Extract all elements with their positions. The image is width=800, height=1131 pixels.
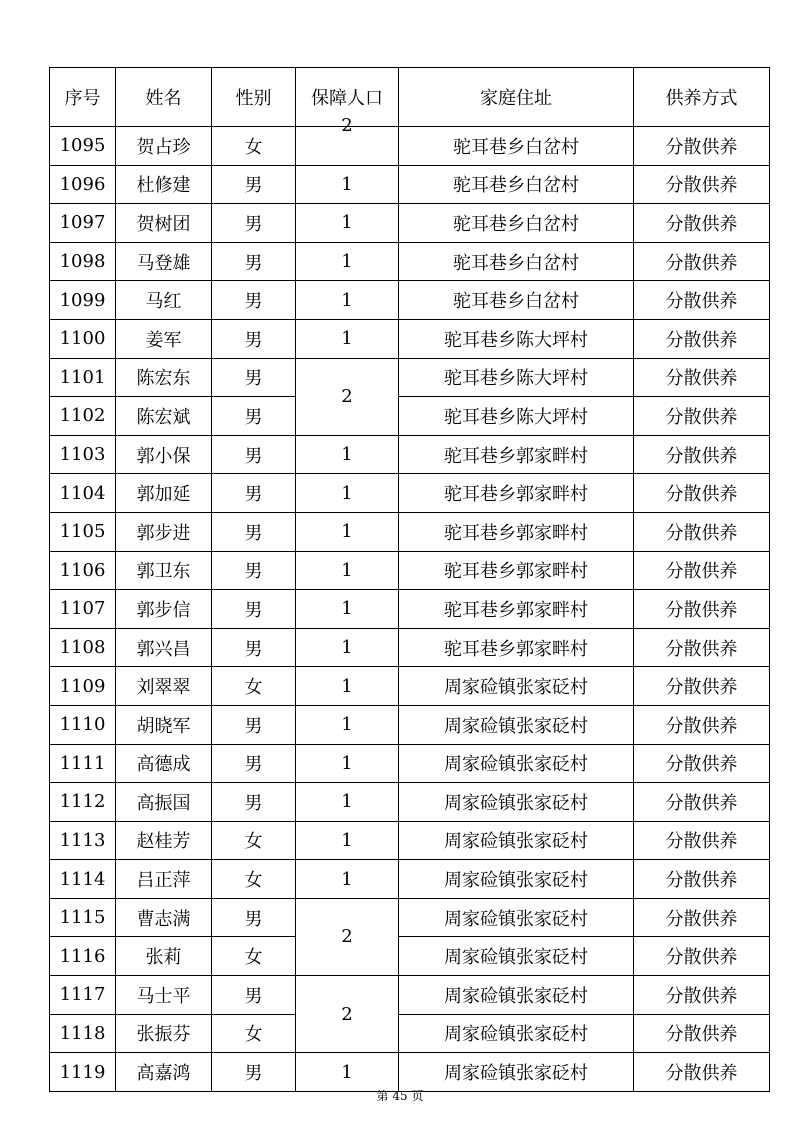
cell-support: 分散供养 bbox=[634, 667, 770, 706]
cell-name: 姜军 bbox=[116, 319, 212, 358]
cell-no: 1113 bbox=[50, 821, 116, 860]
table-row bbox=[50, 590, 770, 629]
cell-support: 分散供养 bbox=[634, 165, 770, 204]
cell-count: 1 bbox=[296, 667, 399, 706]
cell-address: 驼耳巷乡白岔村 bbox=[399, 242, 634, 281]
table-row bbox=[50, 937, 770, 976]
cell-support: 分散供养 bbox=[634, 783, 770, 822]
cell-no: 1109 bbox=[50, 667, 116, 706]
cell-address: 驼耳巷乡郭家畔村 bbox=[399, 590, 634, 629]
cell-count: 1 bbox=[296, 204, 399, 243]
cell-support: 分散供养 bbox=[634, 242, 770, 281]
cell-name: 杜修建 bbox=[116, 165, 212, 204]
cell-gender: 男 bbox=[212, 1053, 296, 1092]
cell-count: 1 bbox=[296, 821, 399, 860]
cell-support: 分散供养 bbox=[634, 937, 770, 976]
table-row bbox=[50, 319, 770, 358]
cell-name: 高德成 bbox=[116, 744, 212, 783]
cell-count-merged: 2 bbox=[296, 976, 399, 1053]
cell-count: 1 bbox=[296, 590, 399, 629]
cell-gender: 男 bbox=[212, 783, 296, 822]
cell-gender: 男 bbox=[212, 628, 296, 667]
cell-name: 张莉 bbox=[116, 937, 212, 976]
cell-name: 马登雄 bbox=[116, 242, 212, 281]
table-row bbox=[50, 976, 770, 1015]
cell-no: 1119 bbox=[50, 1053, 116, 1092]
cell-support: 分散供养 bbox=[634, 628, 770, 667]
header-no: 序号 bbox=[50, 68, 116, 127]
cell-count: 1 bbox=[296, 783, 399, 822]
header-address: 家庭住址 bbox=[399, 68, 634, 127]
cell-count: 1 bbox=[296, 860, 399, 899]
cell-support: 分散供养 bbox=[634, 590, 770, 629]
cell-no: 1108 bbox=[50, 628, 116, 667]
header-count: 保障人口 bbox=[296, 68, 399, 127]
cell-address: 周家硷镇张家砭村 bbox=[399, 821, 634, 860]
cell-count: 1 bbox=[296, 435, 399, 474]
cell-support: 分散供养 bbox=[634, 860, 770, 899]
cell-name: 陈宏东 bbox=[116, 358, 212, 397]
cell-gender: 男 bbox=[212, 397, 296, 436]
cell-gender: 男 bbox=[212, 165, 296, 204]
cell-no: 1111 bbox=[50, 744, 116, 783]
table-row bbox=[50, 705, 770, 744]
cell-address: 周家硷镇张家砭村 bbox=[399, 667, 634, 706]
cell-gender: 男 bbox=[212, 358, 296, 397]
cell-count: 1 bbox=[296, 705, 399, 744]
cell-support: 分散供养 bbox=[634, 821, 770, 860]
table-row bbox=[50, 628, 770, 667]
cell-no: 1106 bbox=[50, 551, 116, 590]
cell-address: 驼耳巷乡郭家畔村 bbox=[399, 435, 634, 474]
cell-address: 驼耳巷乡陈大坪村 bbox=[399, 319, 634, 358]
cell-no: 1105 bbox=[50, 512, 116, 551]
cell-address: 驼耳巷乡白岔村 bbox=[399, 165, 634, 204]
table-row bbox=[50, 474, 770, 513]
cell-no: 1095 bbox=[50, 127, 116, 166]
table-row bbox=[50, 898, 770, 937]
cell-count: 1 bbox=[296, 512, 399, 551]
cell-support: 分散供养 bbox=[634, 512, 770, 551]
cell-no: 1100 bbox=[50, 319, 116, 358]
cell-count: 1 bbox=[296, 1053, 399, 1092]
cell-count: 1 bbox=[296, 474, 399, 513]
cell-address: 驼耳巷乡郭家畔村 bbox=[399, 628, 634, 667]
cell-address: 周家硷镇张家砭村 bbox=[399, 1053, 634, 1092]
cell-support: 分散供养 bbox=[634, 1014, 770, 1053]
cell-address: 周家硷镇张家砭村 bbox=[399, 783, 634, 822]
cell-support: 分散供养 bbox=[634, 358, 770, 397]
table-row bbox=[50, 744, 770, 783]
cell-name: 郭小保 bbox=[116, 435, 212, 474]
cell-support: 分散供养 bbox=[634, 744, 770, 783]
cell-name: 吕正萍 bbox=[116, 860, 212, 899]
cell-name: 曹志满 bbox=[116, 898, 212, 937]
cell-name: 高振国 bbox=[116, 783, 212, 822]
cell-no: 1103 bbox=[50, 435, 116, 474]
cell-count: 1 bbox=[296, 165, 399, 204]
cell-name: 贺占珍 bbox=[116, 127, 212, 166]
cell-support: 分散供养 bbox=[634, 204, 770, 243]
table-row bbox=[50, 204, 770, 243]
cell-gender: 男 bbox=[212, 976, 296, 1015]
cell-address: 驼耳巷乡郭家畔村 bbox=[399, 474, 634, 513]
table-row bbox=[50, 667, 770, 706]
cell-no: 1118 bbox=[50, 1014, 116, 1053]
cell-count: 1 bbox=[296, 242, 399, 281]
table-row bbox=[50, 281, 770, 320]
cell-gender: 男 bbox=[212, 435, 296, 474]
cell-count bbox=[296, 115, 399, 166]
cell-name: 张振芬 bbox=[116, 1014, 212, 1053]
cell-address: 周家硷镇张家砭村 bbox=[399, 744, 634, 783]
cell-no: 1102 bbox=[50, 397, 116, 436]
cell-no: 1114 bbox=[50, 860, 116, 899]
table-row bbox=[50, 860, 770, 899]
cell-gender: 男 bbox=[212, 281, 296, 320]
cell-count: 1 bbox=[296, 281, 399, 320]
cell-gender: 男 bbox=[212, 204, 296, 243]
cell-address: 周家硷镇张家砭村 bbox=[399, 705, 634, 744]
cell-address: 驼耳巷乡陈大坪村 bbox=[399, 358, 634, 397]
cell-address: 周家硷镇张家砭村 bbox=[399, 1014, 634, 1053]
header-support: 供养方式 bbox=[634, 68, 770, 127]
cell-count: 1 bbox=[296, 319, 399, 358]
household-table bbox=[49, 67, 770, 1092]
cell-gender: 女 bbox=[212, 821, 296, 860]
cell-gender: 男 bbox=[212, 512, 296, 551]
cell-support: 分散供养 bbox=[634, 435, 770, 474]
cell-no: 1101 bbox=[50, 358, 116, 397]
table-row bbox=[50, 435, 770, 474]
cell-address: 驼耳巷乡郭家畔村 bbox=[399, 512, 634, 551]
table-row bbox=[50, 1014, 770, 1053]
header-gender: 性别 bbox=[212, 68, 296, 127]
cell-no: 1104 bbox=[50, 474, 116, 513]
table-row bbox=[50, 821, 770, 860]
cell-address: 周家硷镇张家砭村 bbox=[399, 976, 634, 1015]
cell-support: 分散供养 bbox=[634, 976, 770, 1015]
cell-address: 周家硷镇张家砭村 bbox=[399, 860, 634, 899]
cell-gender: 男 bbox=[212, 898, 296, 937]
cell-support: 分散供养 bbox=[634, 127, 770, 166]
cell-address: 周家硷镇张家砭村 bbox=[399, 937, 634, 976]
cell-gender: 男 bbox=[212, 474, 296, 513]
table-row bbox=[50, 358, 770, 397]
cell-name: 郭步进 bbox=[116, 512, 212, 551]
cell-no: 1097 bbox=[50, 204, 116, 243]
cell-gender: 女 bbox=[212, 667, 296, 706]
cell-no: 1112 bbox=[50, 783, 116, 822]
page-footer: 第 45 页 bbox=[376, 1089, 424, 1103]
cell-address: 驼耳巷乡白岔村 bbox=[399, 127, 634, 166]
cell-address: 周家硷镇张家砭村 bbox=[399, 898, 634, 937]
table-row bbox=[50, 512, 770, 551]
cell-count-merged: 2 bbox=[296, 358, 399, 435]
cell-no: 1110 bbox=[50, 705, 116, 744]
cell-no: 1107 bbox=[50, 590, 116, 629]
cell-gender: 男 bbox=[212, 590, 296, 629]
cell-address: 驼耳巷乡郭家畔村 bbox=[399, 551, 634, 590]
header-name: 姓名 bbox=[116, 68, 212, 127]
cell-name: 高嘉鸿 bbox=[116, 1053, 212, 1092]
cell-gender: 女 bbox=[212, 127, 296, 166]
cell-name: 马士平 bbox=[116, 976, 212, 1015]
cell-support: 分散供养 bbox=[634, 474, 770, 513]
cell-gender: 男 bbox=[212, 705, 296, 744]
cell-address: 驼耳巷乡陈大坪村 bbox=[399, 397, 634, 436]
cell-support: 分散供养 bbox=[634, 319, 770, 358]
cell-no: 1096 bbox=[50, 165, 116, 204]
cell-support: 分散供养 bbox=[634, 281, 770, 320]
cell-name: 陈宏斌 bbox=[116, 397, 212, 436]
cell-name: 郭兴昌 bbox=[116, 628, 212, 667]
cell-no: 1116 bbox=[50, 937, 116, 976]
cell-gender: 女 bbox=[212, 1014, 296, 1053]
table-row bbox=[50, 1053, 770, 1092]
cell-address: 驼耳巷乡白岔村 bbox=[399, 281, 634, 320]
cell-count: 1 bbox=[296, 744, 399, 783]
cell-name: 郭卫东 bbox=[116, 551, 212, 590]
table-row bbox=[50, 165, 770, 204]
cell-name: 郭加延 bbox=[116, 474, 212, 513]
cell-name: 赵桂芳 bbox=[116, 821, 212, 860]
cell-name: 马红 bbox=[116, 281, 212, 320]
cell-count-value: 2 bbox=[341, 115, 353, 136]
table-row bbox=[50, 397, 770, 436]
cell-support: 分散供养 bbox=[634, 551, 770, 590]
cell-count: 1 bbox=[296, 628, 399, 667]
cell-support: 分散供养 bbox=[634, 898, 770, 937]
cell-support: 分散供养 bbox=[634, 1053, 770, 1092]
cell-name: 刘翠翠 bbox=[116, 667, 212, 706]
cell-address: 驼耳巷乡白岔村 bbox=[399, 204, 634, 243]
cell-no: 1115 bbox=[50, 898, 116, 937]
cell-gender: 男 bbox=[212, 551, 296, 590]
cell-no: 1099 bbox=[50, 281, 116, 320]
table-row bbox=[50, 127, 770, 166]
table-row bbox=[50, 783, 770, 822]
cell-name: 郭步信 bbox=[116, 590, 212, 629]
table-header-row bbox=[50, 68, 770, 127]
table-row bbox=[50, 242, 770, 281]
cell-name: 贺树团 bbox=[116, 204, 212, 243]
cell-gender: 男 bbox=[212, 744, 296, 783]
table-row bbox=[50, 551, 770, 590]
cell-name: 胡晓军 bbox=[116, 705, 212, 744]
cell-gender: 男 bbox=[212, 242, 296, 281]
cell-no: 1098 bbox=[50, 242, 116, 281]
cell-gender: 男 bbox=[212, 319, 296, 358]
cell-count: 1 bbox=[296, 551, 399, 590]
cell-no: 1117 bbox=[50, 976, 116, 1015]
cell-support: 分散供养 bbox=[634, 705, 770, 744]
cell-support: 分散供养 bbox=[634, 397, 770, 436]
cell-gender: 女 bbox=[212, 860, 296, 899]
cell-gender: 女 bbox=[212, 937, 296, 976]
cell-count-merged: 2 bbox=[296, 898, 399, 975]
